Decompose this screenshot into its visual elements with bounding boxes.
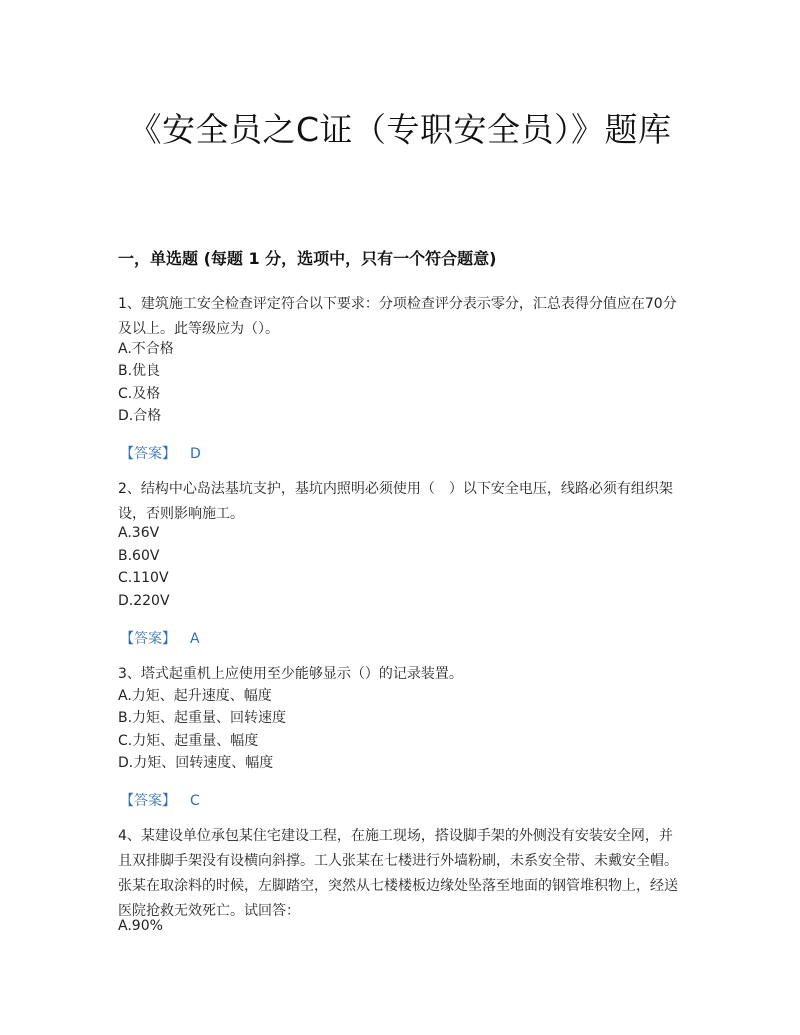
question-4-option-a: A.90% xyxy=(118,918,163,934)
section-heading: 一，单选题 (每题 1 分，选项中，只有一个符合题意) xyxy=(118,249,497,268)
question-3-option-c: C.力矩、起重量、幅度 xyxy=(118,733,259,749)
question-1-option-c: C.及格 xyxy=(118,386,161,402)
question-3-text: 3、塔式起重机上应使用至少能够显示（）的记录装置。 xyxy=(118,666,463,682)
question-2-option-d: D.220V xyxy=(118,593,170,609)
question-4-text: 4、某建设单位承包某住宅建设工程，在施工现场，搭设脚手架的外侧没有安装安全网，并且双排脚手架没有设横向斜撑。工人张某在七楼进行外墙粉刷，未系安全带、未戴安全帽。张某在取涂料的时候，左脚踏空，突然从七楼楼板边缘处坠落至地面的钢管堆积物上，经送医院抢救无效死亡。试回答： xyxy=(118,828,678,919)
question-1-option-d: D.合格 xyxy=(118,408,162,424)
question-1-option-a: A.不合格 xyxy=(118,341,174,357)
document-title: 《安全员之C证（专职安全员）》题库 xyxy=(128,110,672,149)
question-1-option-b: B.优良 xyxy=(118,363,161,379)
answer-label: 【答案】 xyxy=(120,793,176,809)
answer-value: C xyxy=(190,793,200,809)
question-3-option-a: A.力矩、起升速度、幅度 xyxy=(118,688,272,704)
question-2-option-b: B.60V xyxy=(118,548,160,564)
answer-label: 【答案】 xyxy=(120,631,176,647)
question-2-option-c: C.110V xyxy=(118,570,169,586)
question-3-answer xyxy=(120,790,200,810)
question-3-option-d: D.力矩、回转速度、幅度 xyxy=(118,755,274,771)
answer-value: D xyxy=(190,446,201,462)
question-2-answer xyxy=(120,628,200,648)
question-2-option-a: A.36V xyxy=(118,525,160,541)
question-2-text: 2、结构中心岛法基坑支护，基坑内照明必须使用（ ）以下安全电压，线路必须有组织架设，否则影响施工。 xyxy=(118,481,673,522)
question-3-option-b: B.力矩、起重量、回转速度 xyxy=(118,710,287,726)
answer-value: A xyxy=(190,631,200,647)
answer-label: 【答案】 xyxy=(120,446,176,462)
question-1-answer xyxy=(120,443,201,463)
question-1-text: 1、建筑施工安全检查评定符合以下要求：分项检查评分表示零分，汇总表得分值应在70分及以上。此等级应为（）。 xyxy=(118,296,677,337)
